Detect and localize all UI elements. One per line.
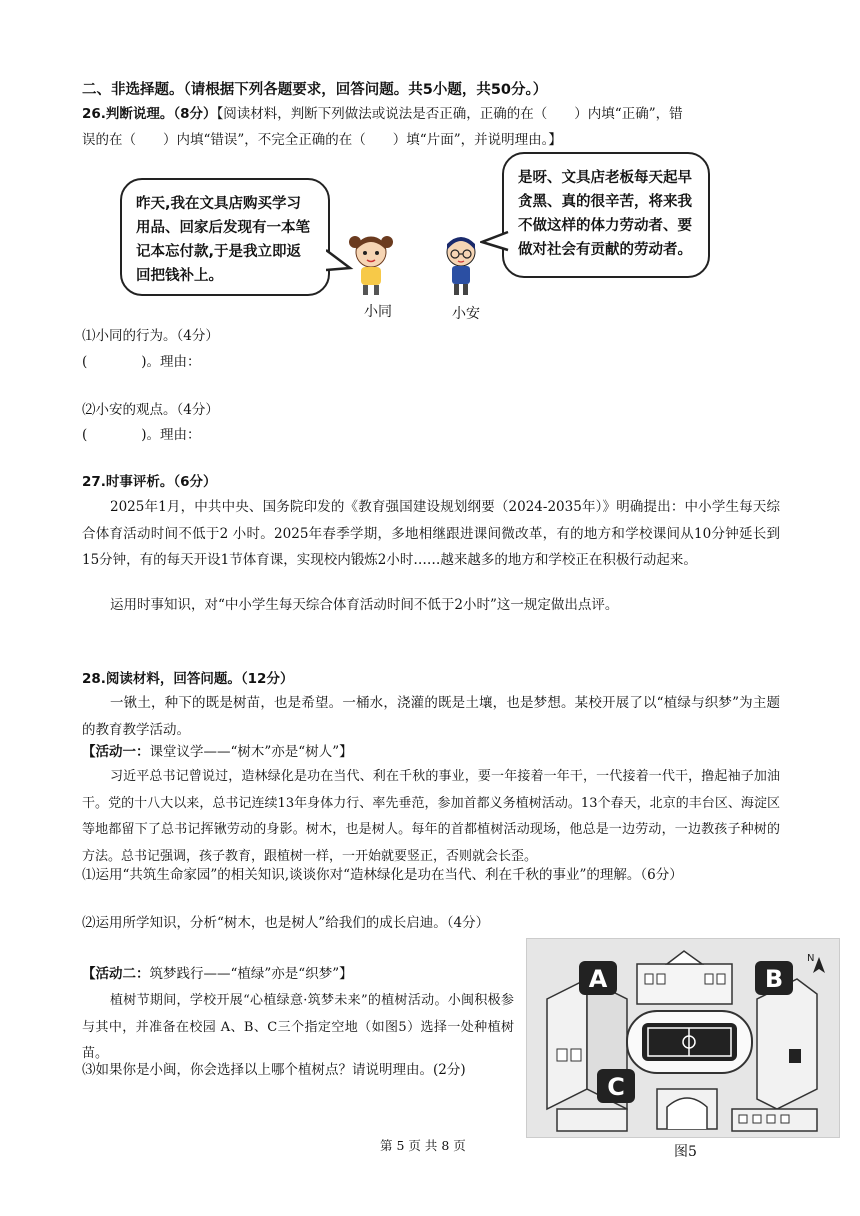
activity1-text: 习近平总书记曾说过，造林绿化是功在当代、利在千秋的事业，要一年接着一年干，一代接着一代干，撸起袖子加油干。党的十八大以来，总书记连续13年身体力行、率先垂范，参加首都义务植树活动。13个春天，北京的丰台区、海淀区等地都留下了总书记挥锹劳动的身影。树木，也是树人。每年的首都植树活动现场，他总是一边劳动，一边教孩子种树的方法。总书记强调，孩子教育，跟植树一样，一开始就要竖正，否则就会长歪。: [82, 769, 780, 864]
q26-heading: 26.判断说理。（8分）: [82, 106, 217, 122]
map-label-c: C: [607, 1073, 625, 1101]
activity2-text: 植树节期间，学校开展“心植绿意·筑梦未来”的植树活动。小闽积极参与其中，并准备在校园 A、B、C三个指定空地（如图5）选择一处种植树苗。: [82, 993, 514, 1061]
q27-heading: 27.时事评析。（6分）: [82, 474, 217, 490]
boy-figure-icon: [442, 234, 480, 298]
caption-xiaoan: 小安: [452, 306, 480, 322]
q28-sub1: ⑴运用“共筑生命家园”的相关知识,谈谈你对“造林绿化是功在当代、利在千秋的事业”的理解。（6分）: [82, 867, 683, 883]
campus-map-figure: [526, 938, 840, 1138]
figure-caption: 图5: [674, 1144, 697, 1160]
q28-sub3: ⑶如果你是小闽，你会选择以上哪个植树点？请说明理由。(2分): [82, 1062, 466, 1078]
q28-intro: 一锹土，种下的既是树苗，也是希望。一桶水，浇灌的既是土壤，也是梦想。某校开展了以“植绿与织梦”为主题的教育教学活动。: [82, 695, 780, 738]
q28-heading: 28.阅读材料，回答问题。（12分）: [82, 671, 294, 687]
bubble-tail-right: [480, 228, 510, 258]
q26-sub1: ⑴小同的行为。（4分）: [82, 328, 219, 344]
q26-instruction-line1: 26.判断说理。（8分）【阅读材料，判断下列做法或说法是否正确，正确的在（ ）内填“正确”，错: [82, 106, 683, 122]
north-arrow-icon: [813, 957, 825, 973]
q27-material: 2025年1月，中共中央、国务院印发的《教育强国建设规划纲要（2024-2035年）》明确提出：中小学生每天综合体育活动时间不低于2 小时。2025年春季学期，多地相继跟进课间微改革，有的地方和学校课间从10分钟延长到15分钟，有的每天开设1节体育课，实现校内锻炼2小时……越来越多的地方和学校正在积极行动起来。: [82, 499, 780, 568]
caption-xiaotong: 小同: [364, 304, 392, 320]
q26-sub2-answer: ( )。理由：: [82, 427, 201, 443]
q26-sub1-answer: ( )。理由：: [82, 354, 201, 370]
q28-sub2: ⑵运用所学知识，分析“树木，也是树人”给我们的成长启迪。（4分）: [82, 915, 490, 931]
page-footer: 第 5 页 共 8 页: [380, 1138, 466, 1153]
campus-map-drawing: [527, 939, 839, 1137]
speech-bubble-xiaotong: 昨天,我在文具店购买学习用品、回家后发现有一本笔记本忘付款,于是我立即返回把钱补上。: [120, 178, 330, 296]
activity1-title: 【活动一：课堂议学——“树木”亦是“树人”】: [82, 744, 353, 760]
map-label-b: B: [764, 965, 784, 993]
activity2-title: 【活动二：筑梦践行——“植绿”亦是“织梦”】: [82, 966, 353, 982]
q27-question: 运用时事知识，对“中小学生每天综合体育活动时间不低于2小时”这一规定做出点评。: [110, 597, 619, 613]
q26-instruction-line2: 误的在（ ）内填“错误”，不完全正确的在（ ）填“片面”，并说明理由。】: [82, 132, 562, 148]
speech-bubble-xiaoan: 是呀、文具店老板每天起早贪黑、真的很辛苦，将来我不做这样的体力劳动者、要做对社会有贡献的劳动者。: [502, 152, 710, 278]
section-title: 二、非选择题。（请根据下列各题要求，回答问题。共5小题，共50分。）: [82, 82, 548, 98]
map-label-a: A: [588, 965, 608, 993]
north-label: N: [807, 953, 815, 964]
q26-sub2: ⑵小安的观点。（4分）: [82, 402, 219, 418]
girl-figure-icon: [348, 232, 394, 298]
